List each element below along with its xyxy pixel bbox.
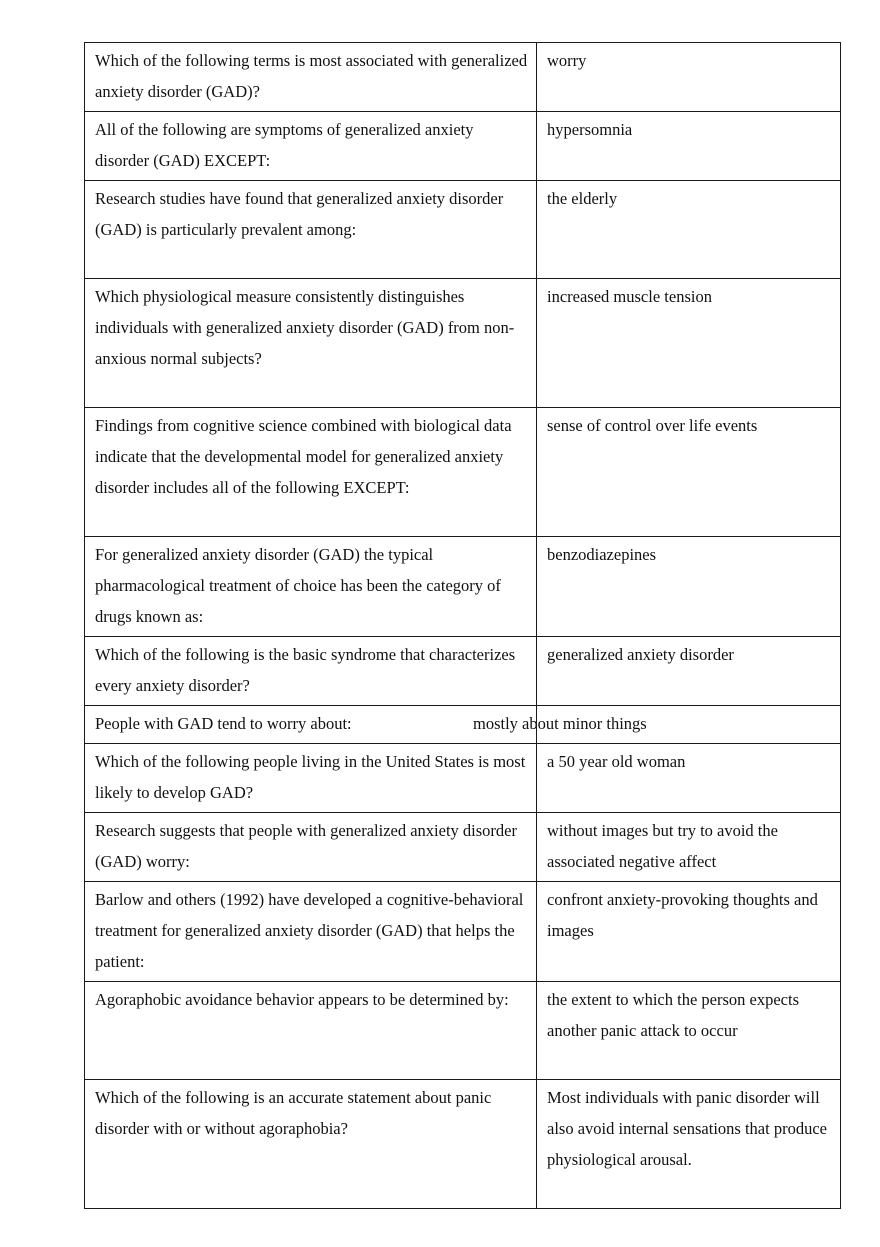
question-cell: Which of the following people living in the United States is most likely to develop GAD? <box>85 744 537 813</box>
table-row <box>85 1080 841 1209</box>
answer-cell: increased muscle tension <box>537 279 841 408</box>
table-row <box>85 279 841 408</box>
merged-row-cell <box>85 706 841 744</box>
answer-cell: hypersomnia <box>537 112 841 181</box>
table-row <box>85 744 841 813</box>
table-row <box>85 181 841 279</box>
question-cell: For generalized anxiety disorder (GAD) the typical pharmacological treatment of choice has been the category of drugs known as: <box>85 537 537 637</box>
question-cell: Which of the following is an accurate statement about panic disorder with or without agoraphobia? <box>85 1080 537 1209</box>
question-cell: Agoraphobic avoidance behavior appears to be determined by: <box>85 982 537 1080</box>
answer-cell: benzodiazepines <box>537 537 841 637</box>
answer-cell: generalized anxiety disorder <box>537 637 841 706</box>
answer-cell: a 50 year old woman <box>537 744 841 813</box>
table-row <box>85 813 841 882</box>
answer-cell: without images but try to avoid the associated negative affect <box>537 813 841 882</box>
question-cell: Which physiological measure consistently distinguishes individuals with generalized anxiety disorder (GAD) from non-anxious normal subjects? <box>85 279 537 408</box>
table-row <box>85 112 841 181</box>
table-row <box>85 537 841 637</box>
answer-cell: the extent to which the person expects another panic attack to occur <box>537 982 841 1080</box>
answer-cell: confront anxiety-provoking thoughts and images <box>537 882 841 982</box>
table-row <box>85 637 841 706</box>
question-cell: Research studies have found that generalized anxiety disorder (GAD) is particularly prevalent among: <box>85 181 537 279</box>
table-row <box>85 43 841 112</box>
answer-cell: the elderly <box>537 181 841 279</box>
question-cell: Findings from cognitive science combined with biological data indicate that the developmental model for generalized anxiety disorder includes all of the following EXCEPT: <box>85 408 537 537</box>
question-cell: All of the following are symptoms of generalized anxiety disorder (GAD) EXCEPT: <box>85 112 537 181</box>
question-cell: People with GAD tend to worry about: <box>95 714 352 733</box>
answer-cell: mostly about minor things <box>473 714 647 733</box>
question-cell: Barlow and others (1992) have developed a cognitive-behavioral treatment for generalized anxiety disorder (GAD) that helps the patient: <box>85 882 537 982</box>
question-cell: Which of the following terms is most associated with generalized anxiety disorder (GAD)? <box>85 43 537 112</box>
answer-cell: sense of control over life events <box>537 408 841 537</box>
table-row <box>85 408 841 537</box>
qa-table <box>84 42 841 1209</box>
table-row <box>85 882 841 982</box>
question-cell: Research suggests that people with generalized anxiety disorder (GAD) worry: <box>85 813 537 882</box>
answer-cell: worry <box>537 43 841 112</box>
table-row <box>85 706 841 744</box>
question-cell: Which of the following is the basic syndrome that characterizes every anxiety disorder? <box>85 637 537 706</box>
table-row <box>85 982 841 1080</box>
answer-cell: Most individuals with panic disorder will also avoid internal sensations that produce physiological arousal. <box>537 1080 841 1209</box>
